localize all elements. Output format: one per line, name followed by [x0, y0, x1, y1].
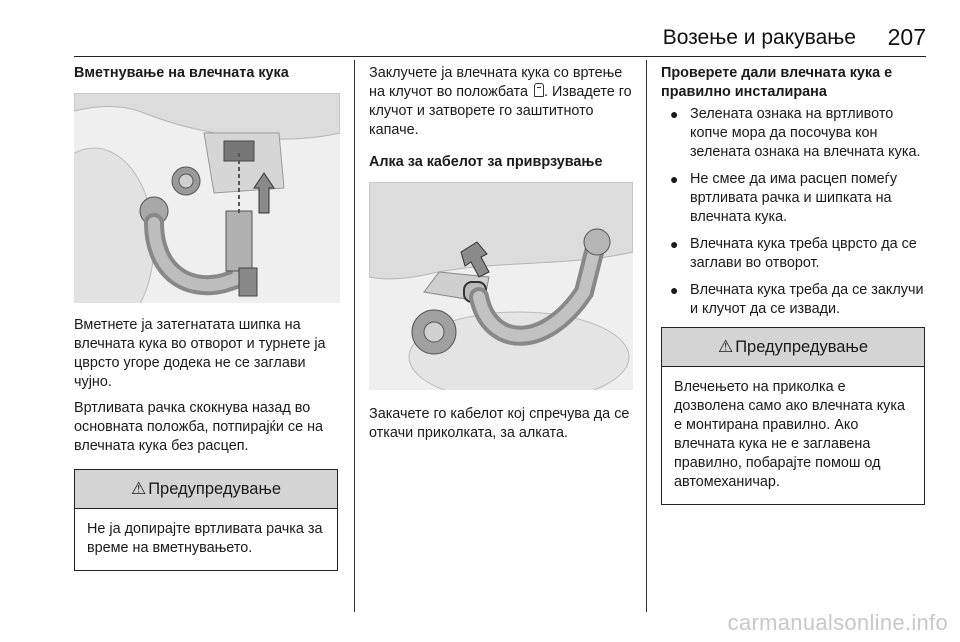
- cable-eye-illustration: [369, 182, 633, 390]
- warning-box-1: [74, 469, 338, 571]
- list-item: [661, 235, 927, 273]
- bullet-icon: ●: [670, 171, 679, 187]
- column-3: [661, 64, 927, 505]
- checklist: [661, 105, 927, 319]
- heading-check-installation: Проверете дали влечната кука е правилно инсталирана: [661, 65, 893, 100]
- section-title: Возење и ракување: [662, 26, 856, 49]
- list-item: [661, 105, 927, 162]
- warning-triangle-icon: ⚠: [717, 337, 734, 356]
- column-1: [74, 64, 340, 571]
- warning-triangle-icon: ⚠: [130, 479, 147, 498]
- tow-bar-insert-illustration: [74, 93, 340, 303]
- figure-insert-tow-bar: [74, 93, 340, 303]
- page-number: 207: [887, 24, 926, 50]
- warning-text: Не ја допирајте вртливата рачка за време на вметнувањето.: [87, 521, 323, 556]
- list-item-text: Не смее да има расцеп помеѓу вртливата рачка и шипката на влечната кука.: [690, 171, 898, 225]
- list-item: [661, 170, 927, 227]
- list-item-text: Влечната кука треба да се заклучи и клучот да се извади.: [690, 282, 924, 317]
- warning-box-2: [661, 327, 925, 505]
- lock-position-icon: [534, 83, 544, 97]
- lock-text-end: . Извадете го клучот и затворете го заштитното капаче.: [369, 84, 632, 138]
- bullet-icon: ●: [670, 106, 679, 122]
- watermark: carmanualsonline.info: [727, 610, 948, 635]
- page-header: [74, 0, 926, 57]
- list-item-text: Влечната кука треба цврсто да се заглави во отворот.: [690, 236, 917, 271]
- heading-eye-breakaway-cable: Алка за кабелот за приврзување: [369, 154, 603, 170]
- warning-title: Предупредување: [735, 338, 869, 356]
- warning-header: [75, 470, 337, 509]
- warning-header: [662, 328, 924, 367]
- lock-text: Заклучете ја влечната кука со вртење на клучот во положбата: [369, 65, 623, 100]
- bullet-icon: ●: [670, 282, 679, 298]
- warning-text: Влечењето на приколка е дозволена само ако влечната кука е монтирана правилно. Ако влечната кука не е заглавена правилно, побарајте помош од автомеханичар.: [674, 379, 905, 490]
- heading-inserting-tow-bar: Вметнување на влечната кука: [74, 65, 289, 81]
- warning-title: Предупредување: [148, 480, 282, 498]
- column-2: [369, 64, 635, 443]
- paragraph-attach-cable: Закачете го кабелот кој спречува да се откачи приколката, за алката.: [369, 406, 630, 441]
- figure-cable-eye: [369, 182, 633, 390]
- column-divider: [354, 60, 355, 612]
- list-item-text: Зелената ознака на вртливото копче мора да посочува кон зелената ознака на влечната кука.: [690, 106, 921, 160]
- paragraph-lock-tow-bar: [369, 64, 635, 140]
- paragraph-insert-instructions: Вметнете ја затегнатата шипка на влечната кука во отворот и турнете ја цврсто угоре додека не се заглави чујно.: [74, 317, 326, 390]
- paragraph-handwheel: Вртливата рачка скокнува назад во основната положба, потпирајќи се на влечната кука без расцеп.: [74, 400, 324, 454]
- list-item: [661, 281, 927, 319]
- column-divider: [646, 60, 647, 612]
- bullet-icon: ●: [670, 236, 679, 252]
